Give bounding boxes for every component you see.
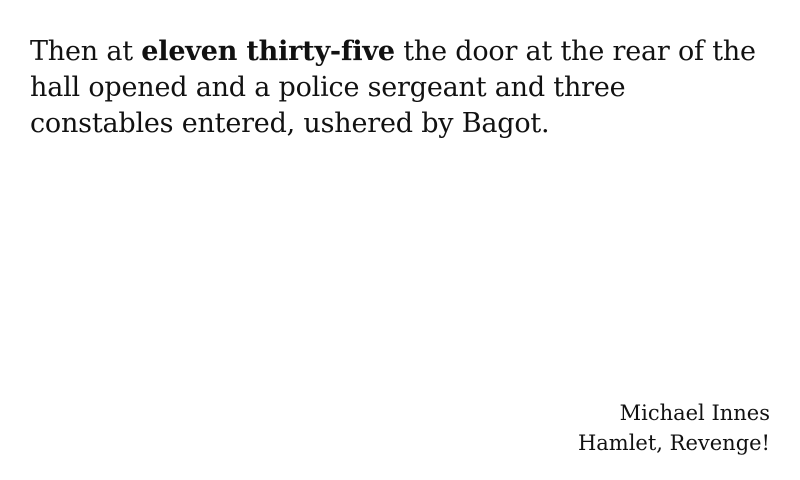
- quote-text-after: the door at the rear of the hall opened and a police sergeant and three constables entered, ushered by Bagot.: [30, 36, 756, 139]
- quote-time-emphasis: eleven thirty-five: [141, 36, 395, 67]
- quote-text-before: Then at: [30, 36, 142, 67]
- author-name: Michael Innes: [619, 401, 770, 425]
- attribution: [578, 398, 770, 458]
- work-title: Hamlet, Revenge!: [577, 431, 770, 455]
- quote-text: [30, 34, 775, 142]
